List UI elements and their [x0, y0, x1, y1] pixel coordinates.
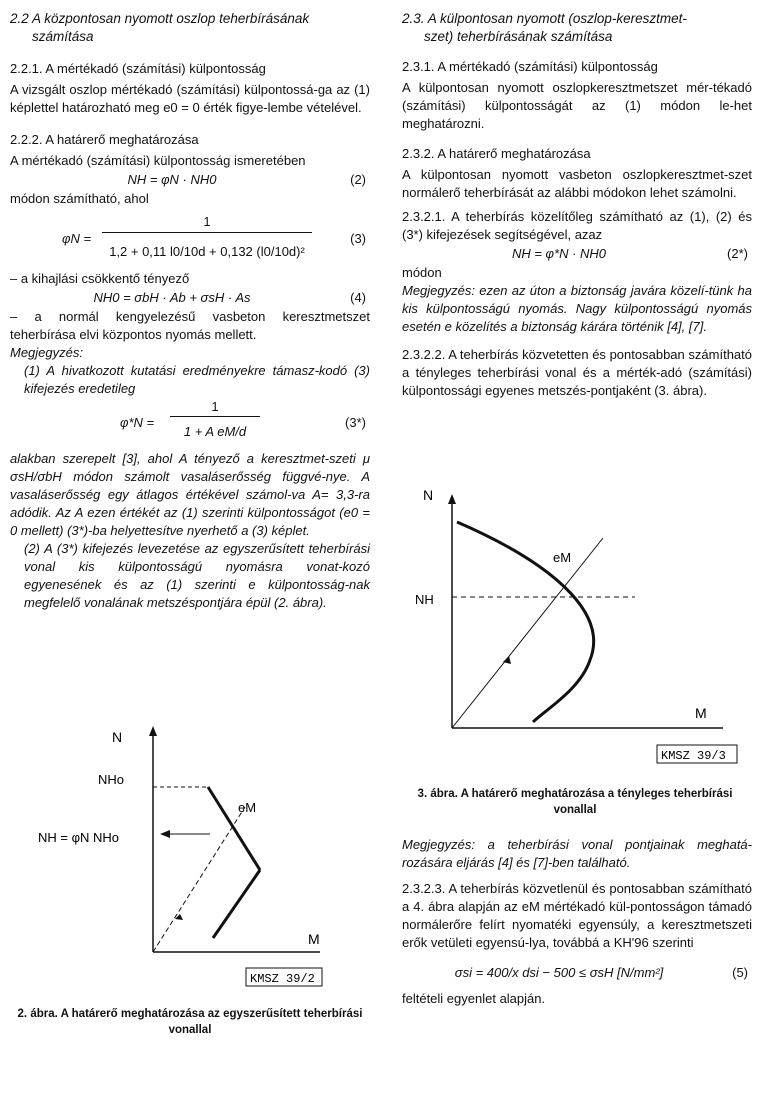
equation-3-number: (3): [350, 231, 366, 246]
note-2-text: (2) A (3*) kifejezés levezetése az egyszerűsített teherbírási vonal kis külpontosságú nyomásra vonat-kozó egyenesének és az (1) szerinti e külpontosság-nak megfelelő vonalának metszéspontjára épül (2. ábra).: [24, 541, 370, 610]
bullet-section-capacity: – a normál kengyelezésű vasbeton keresztmetszet teherbírása elvi központos nyomás mellett.: [10, 309, 370, 342]
section-2-2-title: [10, 10, 370, 46]
equation-3-star-numerator: 1: [170, 398, 260, 417]
left-column: [10, 0, 370, 612]
paragraph-2-3-2: A külpontosan nyomott vasbeton oszlopkeresztmet-szet normálerő teherbírását az alábbi módokon lehet számolni.: [402, 167, 752, 200]
equation-5: [402, 956, 752, 990]
note-b: Megjegyzés: a teherbírási vonal pontjainak meghatá-rozására eljárás [4] és [7]-ben található.: [402, 837, 752, 870]
equation-2-number: (2): [350, 172, 366, 187]
paragraph-2-2-2: A mértékadó (számítási) külpontosság ismeretében: [10, 153, 306, 168]
equation-2-star: [402, 244, 752, 264]
fig2-m-label: M: [308, 931, 320, 947]
paragraph-2-3-2-2: 2.3.2.2. A teherbírás közvetetten és pontosabban számítható a tényleges teherbírási vonal és a mérték-adó (számítási) külpontossági egyenes metszés-pontjaként (3. ábra).: [402, 347, 752, 398]
fig2-capacity-lower: [213, 870, 260, 938]
heading-2-3-2: 2.3.2. A határerő meghatározása: [402, 146, 591, 161]
section-2-3-title-line2: szet) teherbírásának számítása: [424, 29, 613, 44]
fig2-n-axis-arrow: [149, 726, 157, 736]
note-a: Megjegyzés: ezen az úton a biztonság javára közelí-tünk ha kis külpontosságú nyomás. Nagy külpontosságú nyomás esetén e közelítés a biztonság kárára történik [4], [7].: [402, 283, 752, 334]
right-column: [402, 0, 752, 400]
figure-3-caption: 3. ábra. A határerő meghatározása a tényleges teherbírási vonallal: [417, 788, 733, 816]
equation-4-number: (4): [350, 290, 366, 305]
note-1-text: (1) A hivatkozott kutatási eredményekre támasz-kodó (3) kifejezés eredetileg: [24, 363, 370, 396]
paragraph-2-2-1: A vizsgált oszlop mértékadó (számítási) külpontossá-ga az (1) képlettel határozható meg e0 = 0 érték figye-lembe vételével.: [10, 82, 370, 115]
figure-2-caption: 2. ábra. A határerő meghatározása az egyszerűsített teherbírási vonallal: [17, 1008, 363, 1036]
fig2-n-label: N: [112, 729, 123, 745]
equation-3-lhs: φN =: [62, 231, 92, 246]
fig2-code: KMSZ 39/2: [250, 972, 315, 986]
equation-2-body: NH = φN · NH0: [127, 172, 217, 187]
fig3-n-label: N: [423, 487, 434, 503]
equation-4-body: NH0 = σbH · Ab + σsH · As: [93, 290, 251, 305]
figure-3: [405, 480, 745, 770]
fig3-n-axis-arrow: [448, 494, 456, 504]
paragraph-2-3-2-3: 2.3.2.3. A teherbírás közvetlenül és pontosabban számítható a 4. ábra alapján az eM mértékadó kül-pontosságon támadó normálerőre felírt nyomatéki egyensúly, a keresztmetszeti erők vetületi egyensú-lya, továbbá a KH'96 szerinti: [402, 881, 752, 950]
equation-3-denominator: 1,2 + 0,11 l0/10d + 0,132 (l0/10d)²: [109, 244, 305, 259]
equation-2-star-body: NH = φ*N · NH0: [511, 246, 607, 261]
fig3-capacity-curve: [457, 522, 594, 722]
where-text: módon számítható, ahol: [10, 191, 149, 206]
section-2-2-title-line1: 2.2 A központosan nyomott oszlop teherbírásának: [10, 11, 310, 26]
equation-5-body: σsi = 400/x dsi − 500 ≤ σsH [N/mm²]: [454, 965, 664, 980]
equation-2: [10, 170, 370, 190]
heading-2-2-1: 2.2.1. A mértékadó (számítási) külpontosság: [10, 61, 266, 76]
equation-3-star-lhs: φ*N =: [120, 415, 155, 430]
fig2-nh-arrow: [160, 830, 170, 838]
fig2-nho-label: NHo: [98, 772, 125, 787]
paragraph-2-3-1: A külpontosan nyomott oszlopkeresztmetszet mér-tékadó (számítási) külpontosságát az (1) módon le-het meghatározni.: [402, 80, 752, 131]
closing-text: feltételi egyenlet alapján.: [402, 991, 546, 1006]
equation-5-number: (5): [732, 965, 748, 980]
fig2-nh-label: NH = φN NHo: [38, 830, 120, 845]
equation-3-star-denominator: 1 + A eM/d: [183, 424, 247, 439]
fig3-m-label: M: [695, 705, 707, 721]
fig3-nh-label: NH: [415, 592, 434, 607]
equation-3-star: [10, 398, 370, 450]
section-2-3-title: [402, 10, 752, 46]
right-column-lower: [402, 836, 752, 1008]
equation-3-numerator: 1: [102, 212, 312, 233]
figure-2: [38, 722, 360, 992]
section-2-3-title-line1: 2.3. A külpontosan nyomott (oszlop-keresztmet-: [402, 11, 687, 26]
modon-text: módon: [402, 265, 442, 280]
equation-2-star-number: (2*): [727, 246, 748, 261]
heading-2-2-2: 2.2.2. A határerő meghatározása: [10, 132, 199, 147]
fig3-em-label: eM: [553, 550, 572, 565]
note-heading: Megjegyzés:: [10, 345, 83, 360]
heading-2-3-1: 2.3.1. A mértékadó (számítási) külpontosság: [402, 59, 658, 74]
note-1-continuation: alakban szerepelt [3], ahol A tényező a keresztmet-szeti μ σsH/σbH módon számolt vasaláserősség függvé-nye. A vasaláserősség egy átlagos értékével számol-va A= 3,3-ra adódik. Az A ezen értékét az (1) szerinti külpontosságot (e0 = 0 mellett) (3*)-ba helyettesítve nyerhető a (3) képlet.: [10, 451, 370, 538]
bullet-reduction-factor: – a kihajlási csökkentő tényező: [10, 271, 190, 286]
fig2-eccentricity-line: [153, 807, 245, 952]
fig3-code: KMSZ 39/3: [661, 749, 726, 763]
fig3-eccentricity-line: [452, 538, 603, 728]
equation-3: [10, 208, 370, 270]
fig2-em-label: eM: [238, 800, 257, 815]
paragraph-2-3-2-1: 2.3.2.1. A teherbírás közelítőleg számítható az (1), (2) és (3*) kifejezések segítségével, azaz: [402, 209, 752, 242]
section-2-2-title-line2: számítása: [32, 29, 94, 44]
equation-3-star-number: (3*): [345, 415, 366, 430]
equation-4: [10, 288, 370, 308]
